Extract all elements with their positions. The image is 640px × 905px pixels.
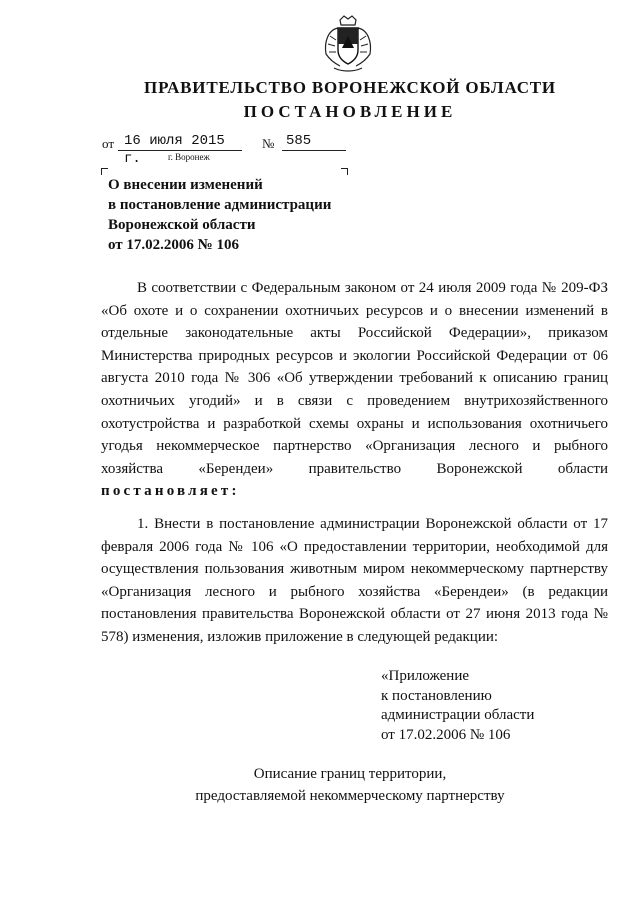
- document-city: г. Воронеж: [168, 152, 210, 162]
- title-line: от 17.02.2006 № 106: [108, 237, 239, 253]
- appendix-line: к постановлению: [381, 687, 492, 704]
- date-prefix: от: [102, 136, 115, 151]
- document-type: ПОСТАНОВЛЕНИЕ: [243, 102, 457, 121]
- appendix-line: «Приложение: [381, 668, 470, 684]
- caption-line: Описание границ территории,: [253, 766, 447, 782]
- appendix-reference: [381, 667, 534, 745]
- appendix-line: от 17.02.2006 № 106: [381, 726, 511, 743]
- document-date: 16 июля 2015 г.: [118, 132, 242, 151]
- document-title: [108, 175, 331, 255]
- preamble-text: В соответствии с Федеральным законом от 24 июля 2009 года № 209-ФЗ «Об охоте и о сохранении охотничьих ресурсов и о внесении изменений в отдельные законодательные акты Российской Федерации», приказом Министерства природных ресурсов и экологии Российской Федерации от 06 августа 2010 года № 306 «Об утверждении требований к описанию границ охотничьих угодий» и в связи с проведением внутрихозяйственного охотустройства и разработкой схемы охраны и использования охотничьего угодья некоммерческое партнерство «Организация лесного и рыбного хозяйства «Берендеи» правительство Воронежской области: [101, 280, 608, 477]
- preamble-paragraph: [101, 277, 608, 503]
- coat-of-arms-icon: [320, 14, 376, 72]
- title-bracket-left: [101, 168, 108, 175]
- clause-1-paragraph: 1. Внести в постановление администрации Воронежской области от 17 февраля 2006 года № 106 «О предоставлении территории, необходимой для осуществления пользования животным миром некоммерческому партнерству «Организация лесного и рыбного хозяйства «Берендеи» (в редакции постановления правительства Воронежской области от 27 июня 2013 года № 578) изменения, изложив приложение в следующей редакции:: [101, 516, 608, 645]
- appendix-line: администрации области: [381, 707, 535, 724]
- organization-name: ПРАВИТЕЛЬСТВО ВОРОНЕЖСКОЙ ОБЛАСТИ: [144, 78, 556, 97]
- title-line: в постановление администрации: [108, 197, 332, 213]
- title-line: О внесении изменений: [108, 177, 263, 193]
- resolves-word: постановляет:: [101, 483, 240, 500]
- document-number: 585: [282, 132, 346, 151]
- caption-line: предоставляемой некоммерческому партнерству: [195, 788, 505, 804]
- title-line: Воронежской области: [108, 217, 256, 233]
- number-prefix: №: [262, 136, 275, 151]
- title-bracket-right: [341, 168, 348, 175]
- section-caption: [0, 763, 640, 807]
